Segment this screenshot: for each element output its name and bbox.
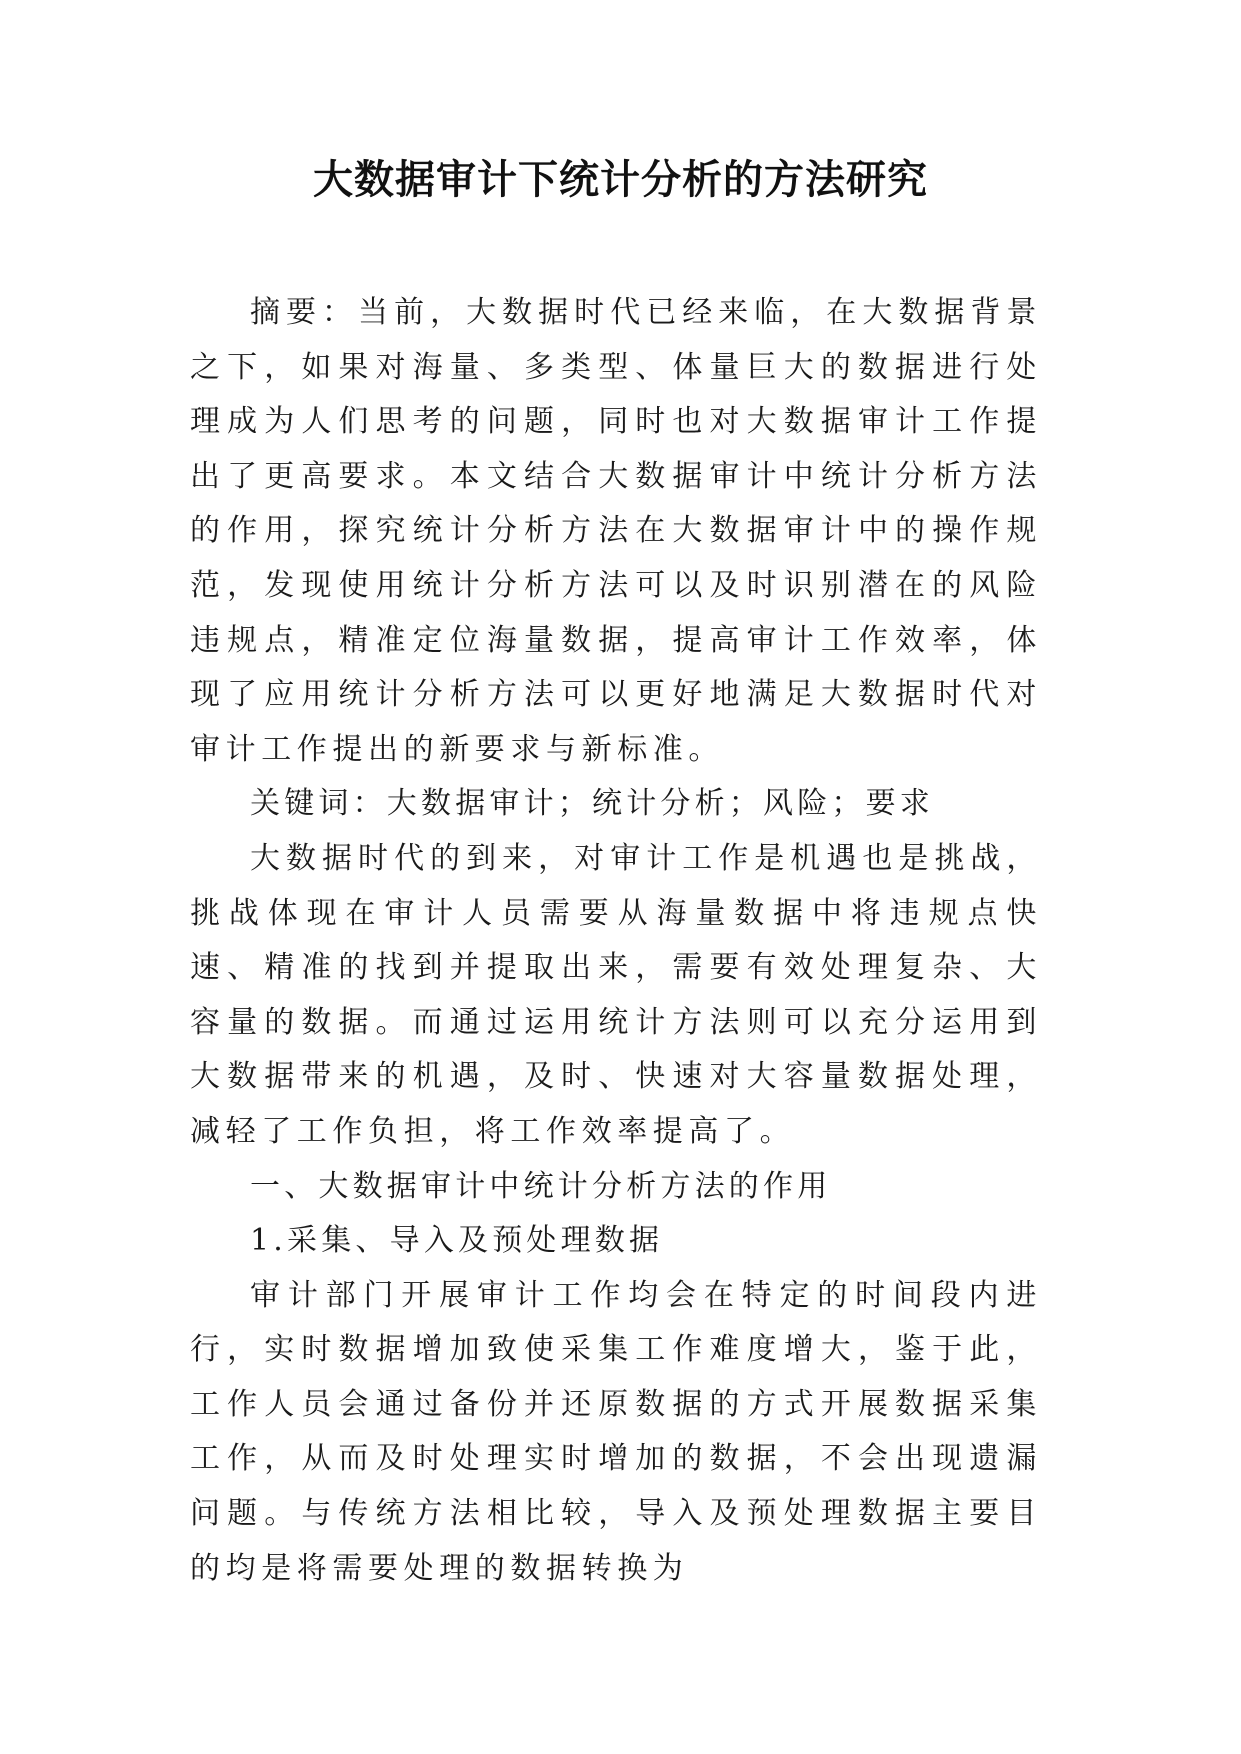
section-heading-1: 一、大数据审计中统计分析方法的作用 [250,1168,832,1204]
subsection-paragraph-1-1: 审计部门开展审计工作均会在特定的时间段内进行，实时数据增加致使采集工作难度增大，鉴于此，工作人员会通过备份并还原数据的方式开展数据采集工作，从而及时处理实时增加的数据，不会出现遗漏问题。与传统方法相比较，导入及预处理数据主要目的均是将需要处理的数据转换为 [190,1277,1042,1586]
document-body [190,286,1042,1596]
keywords-paragraph: 关键词：大数据审计；统计分析；风险；要求 [250,786,934,822]
subsection-heading-1-1: 1.采集、导入及预处理数据 [250,1223,664,1259]
document-title: 大数据审计下统计分析的方法研究 [313,157,928,203]
abstract-paragraph: 摘要：当前，大数据时代已经来临，在大数据背景之下，如果对海量、多类型、体量巨大的数据进行处理成为人们思考的问题，同时也对大数据审计工作提出了更高要求。本文结合大数据审计中统计分析方法的作用，探究统计分析方法在大数据审计中的操作规范，发现使用统计分析方法可以及时识别潜在的风险违规点，精准定位海量数据，提高审计工作效率，体现了应用统计分析方法可以更好地满足大数据时代对审计工作提出的新要求与新标准。 [190,295,1042,767]
intro-paragraph: 大数据时代的到来，对审计工作是机遇也是挑战，挑战体现在审计人员需要从海量数据中将违规点快速、精准的找到并提取出来，需要有效处理复杂、大容量的数据。而通过运用统计方法则可以充分运用到大数据带来的机遇，及时、快速对大容量数据处理，减轻了工作负担，将工作效率提高了。 [190,840,1042,1149]
